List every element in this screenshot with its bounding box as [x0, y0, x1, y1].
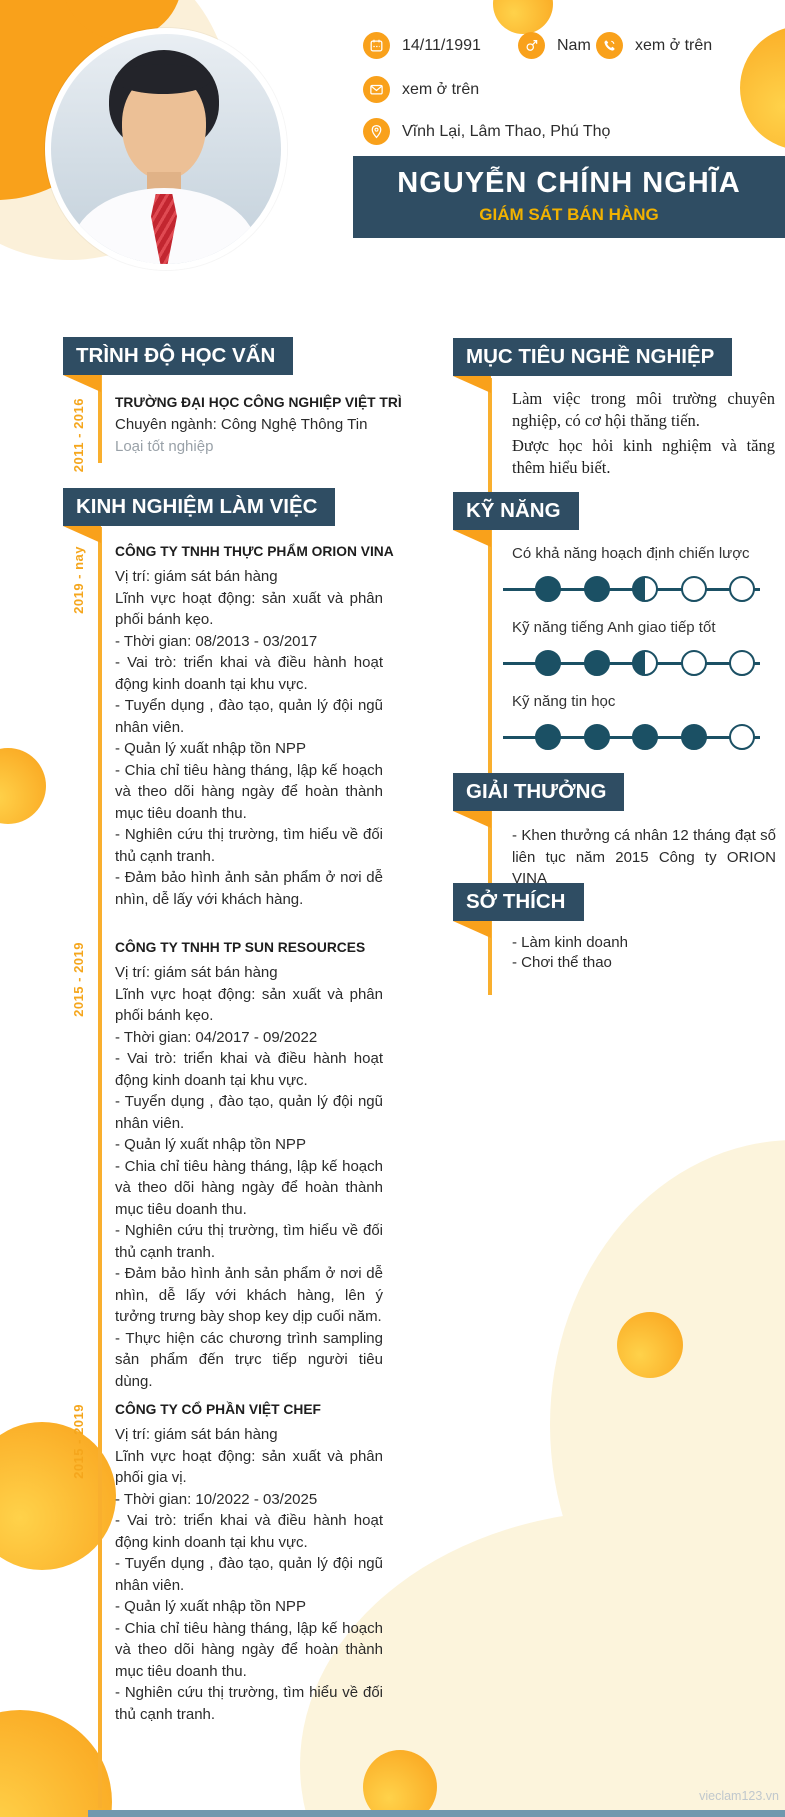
- decor-circle-on-cream-2: [363, 1750, 437, 1817]
- contact-phone: [596, 32, 712, 59]
- award-line: - Khen thưởng cá nhân 12 tháng đạt số liên tục năm 2015 Công ty ORION VINA: [512, 827, 776, 887]
- calendar-icon: [363, 32, 390, 59]
- skill-rating-dot: [584, 650, 610, 676]
- name-banner: [353, 156, 785, 238]
- job-detail-line: - Vai trò: triển khai và điều hành hoạt động kinh doanh tại khu vực.: [115, 654, 383, 693]
- job-detail-line: Lĩnh vực hoạt động: sản xuất và phân phối bánh kẹo.: [115, 589, 383, 628]
- school-name: TRƯỜNG ĐẠI HỌC CÔNG NGHIỆP VIỆT TRÌ: [115, 395, 402, 410]
- skill-rating-dot: [681, 576, 707, 602]
- job-detail-line: Lĩnh vực hoạt động: sản xuất và phân phối gia vị.: [115, 1447, 383, 1486]
- job-detail-line: - Chia chỉ tiêu hàng tháng, lập kế hoạch và theo dõi hàng ngày để hoàn thành mục tiêu doanh thu.: [115, 1157, 383, 1218]
- decor-circle-bottom-left-2: [0, 1710, 112, 1817]
- job-entry: [71, 540, 394, 910]
- phone-icon: [596, 32, 623, 59]
- page-divider-bar: [88, 1810, 785, 1817]
- hobby-line: - Chơi thể thao: [512, 954, 612, 971]
- contact-email: [363, 76, 479, 103]
- job-detail-line: Vị trí: giám sát bán hàng: [115, 1426, 278, 1443]
- job-detail-line: - Nghiên cứu thị trường, tìm hiểu về đối thủ cạnh tranh.: [115, 826, 383, 865]
- job-detail-line: - Chia chỉ tiêu hàng tháng, lập kế hoạch và theo dõi hàng ngày để hoàn thành mục tiêu doanh thu.: [115, 1619, 383, 1680]
- objective-line: Được học hỏi kinh nghiệm và tăng thêm hiểu biết.: [512, 436, 775, 477]
- objective-line: Làm việc trong môi trường chuyên nghiệp, có cơ hội thăng tiến.: [512, 389, 775, 430]
- job-detail-line: - Tuyển dụng , đào tạo, quản lý đội ngũ nhân viên.: [115, 1555, 383, 1594]
- job-title: GIÁM SÁT BÁN HÀNG: [479, 205, 659, 224]
- skill-rating-dot: [632, 650, 658, 676]
- objective-lines: [512, 388, 775, 482]
- job-entry: [71, 936, 383, 1392]
- education-grade: Loại tốt nghiệp: [115, 438, 214, 455]
- job-detail-line: - Vai trò: triển khai và điều hành hoạt động kinh doanh tại khu vực.: [115, 1512, 383, 1551]
- skill-label: Kỹ năng tiếng Anh giao tiếp tốt: [512, 619, 716, 636]
- email-text: xem ở trên: [402, 80, 480, 98]
- job-company: CÔNG TY TNHH THỰC PHẨM ORION VINA: [115, 544, 394, 559]
- gender-icon: [518, 32, 545, 59]
- email-icon: [363, 76, 390, 103]
- education-heading: TRÌNH ĐỘ HỌC VẤN: [63, 337, 293, 375]
- award-lines: [512, 825, 776, 890]
- job-detail-line: - Quản lý xuất nhập tồn NPP: [115, 1598, 306, 1615]
- dob-text: 14/11/1991: [402, 36, 481, 54]
- contact-dob: [363, 32, 481, 59]
- phone-text: xem ở trên: [635, 36, 713, 54]
- job-detail-line: - Tuyển dụng , đào tạo, quản lý đội ngũ nhân viên.: [115, 1093, 383, 1132]
- skill-label: Kỹ năng tin học: [512, 693, 616, 710]
- skill-rating-dot: [584, 576, 610, 602]
- skills-heading: KỸ NĂNG: [453, 492, 579, 530]
- job-detail-line: Vị trí: giám sát bán hàng: [115, 568, 278, 585]
- address-text: Vĩnh Lại, Lâm Thao, Phú Thọ: [402, 122, 611, 140]
- skill-rating-dot: [632, 576, 658, 602]
- job-detail-line: - Nghiên cứu thị trường, tìm hiểu về đối thủ cạnh tranh.: [115, 1684, 383, 1723]
- experience-heading: KINH NGHIỆM LÀM VIỆC: [63, 488, 335, 526]
- decor-circle-top-right: [740, 26, 785, 150]
- job-period: 2015 - 2019: [71, 1404, 86, 1479]
- hobby-lines: [512, 933, 776, 973]
- contact-gender: [518, 32, 591, 59]
- skill-rating-dot: [729, 576, 755, 602]
- job-detail-line: Vị trí: giám sát bán hàng: [115, 964, 278, 981]
- decor-circle-on-cream-1: [617, 1312, 683, 1378]
- job-detail-line: - Nghiên cứu thị trường, tìm hiểu về đối thủ cạnh tranh.: [115, 1222, 383, 1261]
- job-company: CÔNG TY TNHH TP SUN RESOURCES: [115, 940, 366, 955]
- skill-rating-dot: [729, 650, 755, 676]
- candidate-name: NGUYỄN CHÍNH NGHĨA: [397, 167, 741, 199]
- hobby-line: - Làm kinh doanh: [512, 934, 628, 951]
- awards-heading: GIẢI THƯỞNG: [453, 773, 624, 811]
- skill-rating: [512, 576, 762, 602]
- skill-rating-dot: [681, 724, 707, 750]
- job-detail-line: - Đảm bảo hình ảnh sản phẩm ở nơi dễ nhìn, dễ lấy với khách hàng, lên ý tưởng trưng bày shop key dịp cuối năm.: [115, 1265, 383, 1325]
- contact-address: [363, 118, 610, 145]
- watermark: vieclam123.vn: [699, 1789, 779, 1803]
- job-detail-line: - Thời gian: 04/2017 - 09/2022: [115, 1028, 318, 1046]
- job-detail-line: - Thời gian: 10/2022 - 03/2025: [115, 1490, 318, 1508]
- skill-rating-dot: [584, 724, 610, 750]
- job-entry: [71, 1398, 383, 1725]
- photo-fringe: [115, 64, 211, 94]
- job-detail-line: Lĩnh vực hoạt động: sản xuất và phân phối bánh kẹo.: [115, 985, 383, 1024]
- job-period: 2019 - nay: [71, 546, 86, 614]
- skill-rating-dot: [535, 650, 561, 676]
- objective-heading: MỤC TIÊU NGHỀ NGHIỆP: [453, 338, 732, 376]
- experience-timeline-line: [98, 527, 102, 1808]
- job-detail-line: - Đảm bảo hình ảnh sản phẩm ở nơi dễ nhìn, dễ lấy với khách hàng.: [115, 869, 383, 908]
- education-entry: [71, 392, 402, 473]
- skill-rating-dot: [535, 724, 561, 750]
- decor-circle-top-middle: [493, 0, 553, 34]
- job-detail-line: - Thực hiện các chương trình sampling sản phẩm đến trực tiếp người tiêu dùng.: [115, 1329, 383, 1390]
- job-detail-line: - Tuyển dụng , đào tạo, quản lý đội ngũ nhân viên.: [115, 697, 383, 736]
- job-detail-line: - Vai trò: triển khai và điều hành hoạt động kinh doanh tại khu vực.: [115, 1050, 383, 1089]
- education-period: 2011 - 2016: [71, 398, 86, 473]
- skill-rating-dot: [729, 724, 755, 750]
- education-major: Chuyên ngành: Công Nghệ Thông Tin: [115, 416, 368, 433]
- skill-rating-dot: [681, 650, 707, 676]
- job-detail-line: - Quản lý xuất nhập tồn NPP: [115, 1136, 306, 1153]
- hobbies-heading: SỞ THÍCH: [453, 883, 584, 921]
- skill-rating-dot: [632, 724, 658, 750]
- job-period: 2015 - 2019: [71, 942, 86, 1017]
- location-icon: [363, 118, 390, 145]
- skills-list: [512, 545, 762, 767]
- job-company: CÔNG TY CỔ PHẦN VIỆT CHEF: [115, 1402, 321, 1417]
- profile-photo: [45, 28, 287, 270]
- gender-text: Nam: [557, 36, 591, 54]
- skill-rating: [512, 650, 762, 676]
- skill-rating-dot: [535, 576, 561, 602]
- skill-label: Có khả năng hoạch định chiến lược: [512, 545, 750, 562]
- skill-rating: [512, 724, 762, 750]
- job-detail-line: - Chia chỉ tiêu hàng tháng, lập kế hoạch và theo dõi hàng ngày để hoàn thành mục tiêu doanh thu.: [115, 761, 383, 822]
- jobs-list: [71, 540, 394, 1725]
- job-detail-line: - Quản lý xuất nhập tồn NPP: [115, 740, 306, 757]
- decor-circle-left-middle: [0, 748, 46, 824]
- job-detail-line: - Thời gian: 08/2013 - 03/2017: [115, 632, 318, 650]
